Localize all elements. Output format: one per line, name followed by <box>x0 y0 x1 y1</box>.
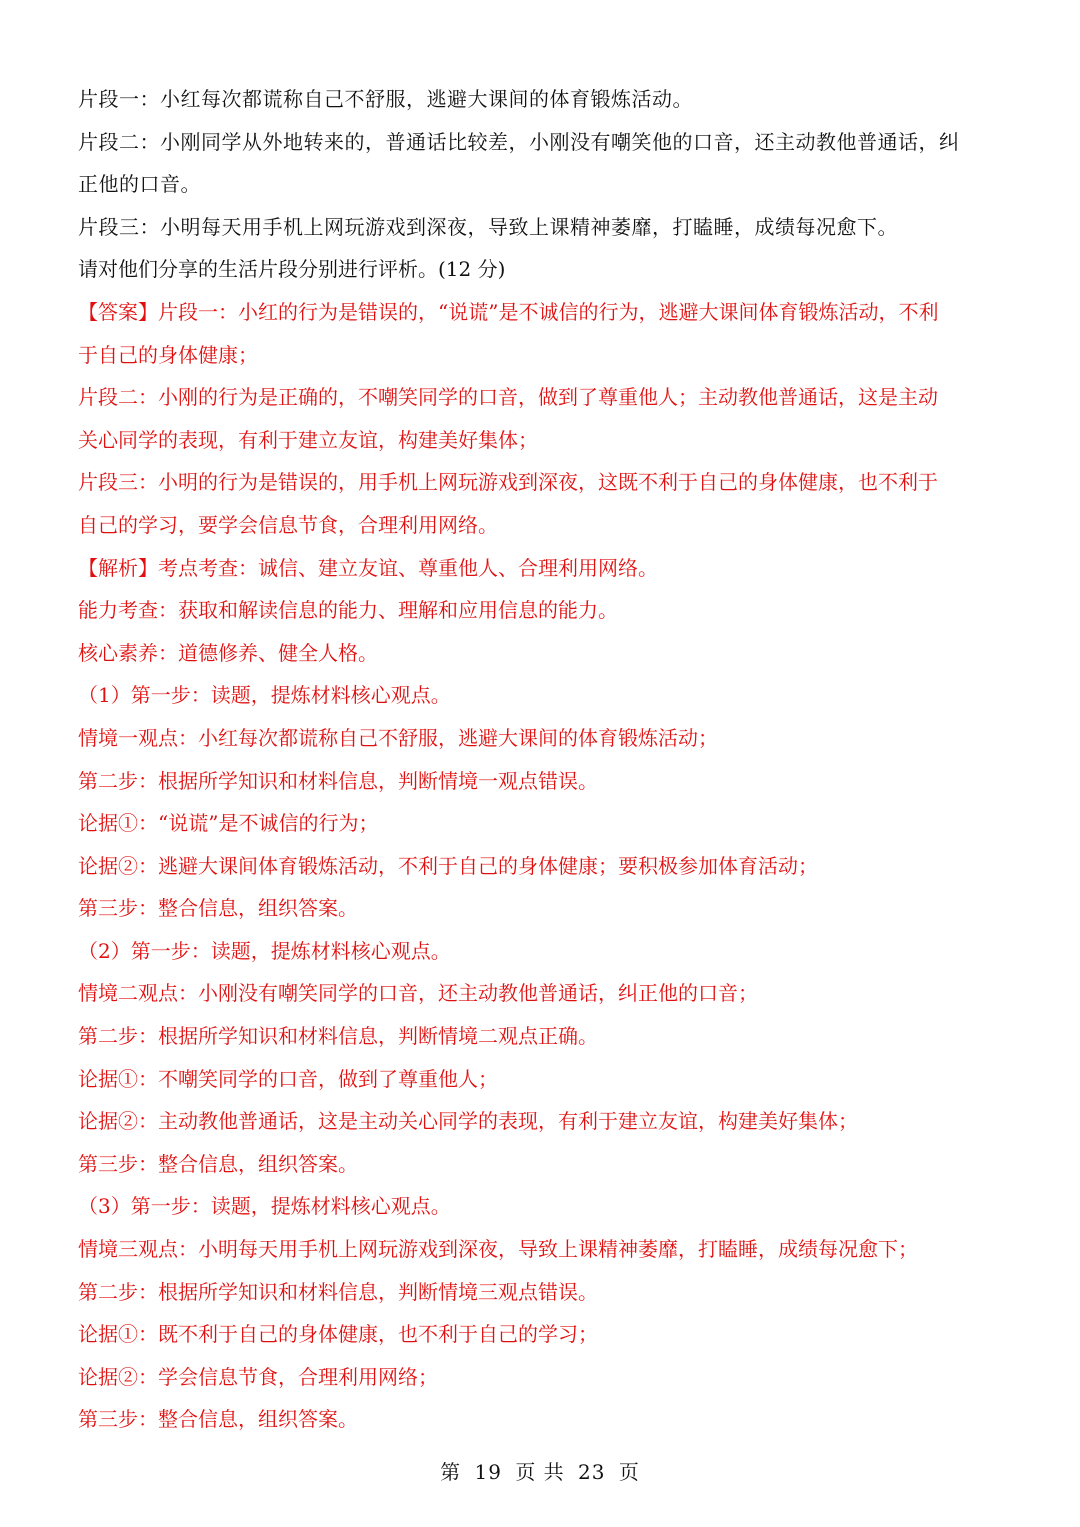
answer-line: 自己的学习，要学会信息节食，合理利用网络。 <box>78 512 498 537</box>
analysis-line: 核心素养：道德修养、健全人格。 <box>78 640 378 665</box>
analysis-line: 论据①：既不利于自己的身体健康，也不利于自己的学习； <box>78 1322 598 1347</box>
analysis-line: 情境二观点：小刚没有嘲笑同学的口音，还主动教他普通话，纠正他的口音； <box>78 981 758 1006</box>
analysis-line: 第三步：整合信息，组织答案。 <box>78 1407 358 1432</box>
footer-prefix: 第 <box>440 1460 462 1484</box>
footer-page-number: 19 <box>474 1460 502 1484</box>
analysis-line: 能力考查：获取和解读信息的能力、理解和应用信息的能力。 <box>78 598 618 623</box>
footer-middle: 页 共 <box>515 1460 565 1484</box>
fragment-2-cont: 正他的口音。 <box>78 172 201 197</box>
analysis-line: 论据②：逃避大课间体育锻炼活动，不利于自己的身体健康；要积极参加体育活动； <box>78 853 818 878</box>
answer-line: 于自己的身体健康； <box>78 342 258 367</box>
analysis-line: 论据①：“说谎”是不诚信的行为； <box>78 811 379 836</box>
analysis-line: （1）第一步：读题，提炼材料核心观点。 <box>78 683 451 708</box>
analysis-line: 第二步：根据所学知识和材料信息，判断情境一观点错误。 <box>78 768 598 793</box>
answer-line: 【答案】片段一：小红的行为是错误的，“说谎”是不诚信的行为，逃避大课间体育锻炼活动，不利 <box>78 299 939 324</box>
analysis-line: 第二步：根据所学知识和材料信息，判断情境三观点错误。 <box>78 1279 598 1304</box>
analysis-line: 第三步：整合信息，组织答案。 <box>78 896 358 921</box>
analysis-line: 【解析】考点考查：诚信、建立友谊、尊重他人、合理利用网络。 <box>78 555 658 580</box>
footer-total-pages: 23 <box>578 1460 606 1484</box>
analysis-line: 第三步：整合信息，组织答案。 <box>78 1151 358 1176</box>
analysis-line: 论据②：学会信息节食，合理利用网络； <box>78 1364 438 1389</box>
analysis-line: 第二步：根据所学知识和材料信息，判断情境二观点正确。 <box>78 1024 598 1049</box>
analysis-line: 情境一观点：小红每次都谎称自己不舒服，逃避大课间的体育锻炼活动； <box>78 725 718 750</box>
answer-line: 关心同学的表现，有利于建立友谊，构建美好集体； <box>78 427 538 452</box>
analysis-line: 论据②：主动教他普通话，这是主动关心同学的表现，有利于建立友谊，构建美好集体； <box>78 1109 858 1134</box>
document-body <box>78 78 1008 1441</box>
answer-line: 片段三：小明的行为是错误的，用手机上网玩游戏到深夜，这既不利于自己的身体健康，也不利于 <box>78 470 938 495</box>
page-footer <box>0 1456 1080 1485</box>
footer-suffix: 页 <box>618 1460 640 1484</box>
fragment-3: 片段三：小明每天用手机上网玩游戏到深夜，导致上课精神萎靡，打瞌睡，成绩每况愈下。 <box>78 214 898 239</box>
analysis-line: 情境三观点：小明每天用手机上网玩游戏到深夜，导致上课精神萎靡，打瞌睡，成绩每况愈下； <box>78 1237 918 1262</box>
analysis-line: 论据①：不嘲笑同学的口音，做到了尊重他人； <box>78 1066 498 1091</box>
analysis-line: （2）第一步：读题，提炼材料核心观点。 <box>78 938 451 963</box>
analysis-line: （3）第一步：读题，提炼材料核心观点。 <box>78 1194 451 1219</box>
answer-line: 片段二：小刚的行为是正确的，不嘲笑同学的口音，做到了尊重他人；主动教他普通话，这是主动 <box>78 385 938 410</box>
fragment-2: 片段二：小刚同学从外地转来的，普通话比较差，小刚没有嘲笑他的口音，还主动教他普通话，纠 <box>78 129 960 154</box>
question-prompt: 请对他们分享的生活片段分别进行评析。(12 分) <box>78 257 506 282</box>
fragment-1: 片段一：小红每次都谎称自己不舒服，逃避大课间的体育锻炼活动。 <box>78 87 693 111</box>
